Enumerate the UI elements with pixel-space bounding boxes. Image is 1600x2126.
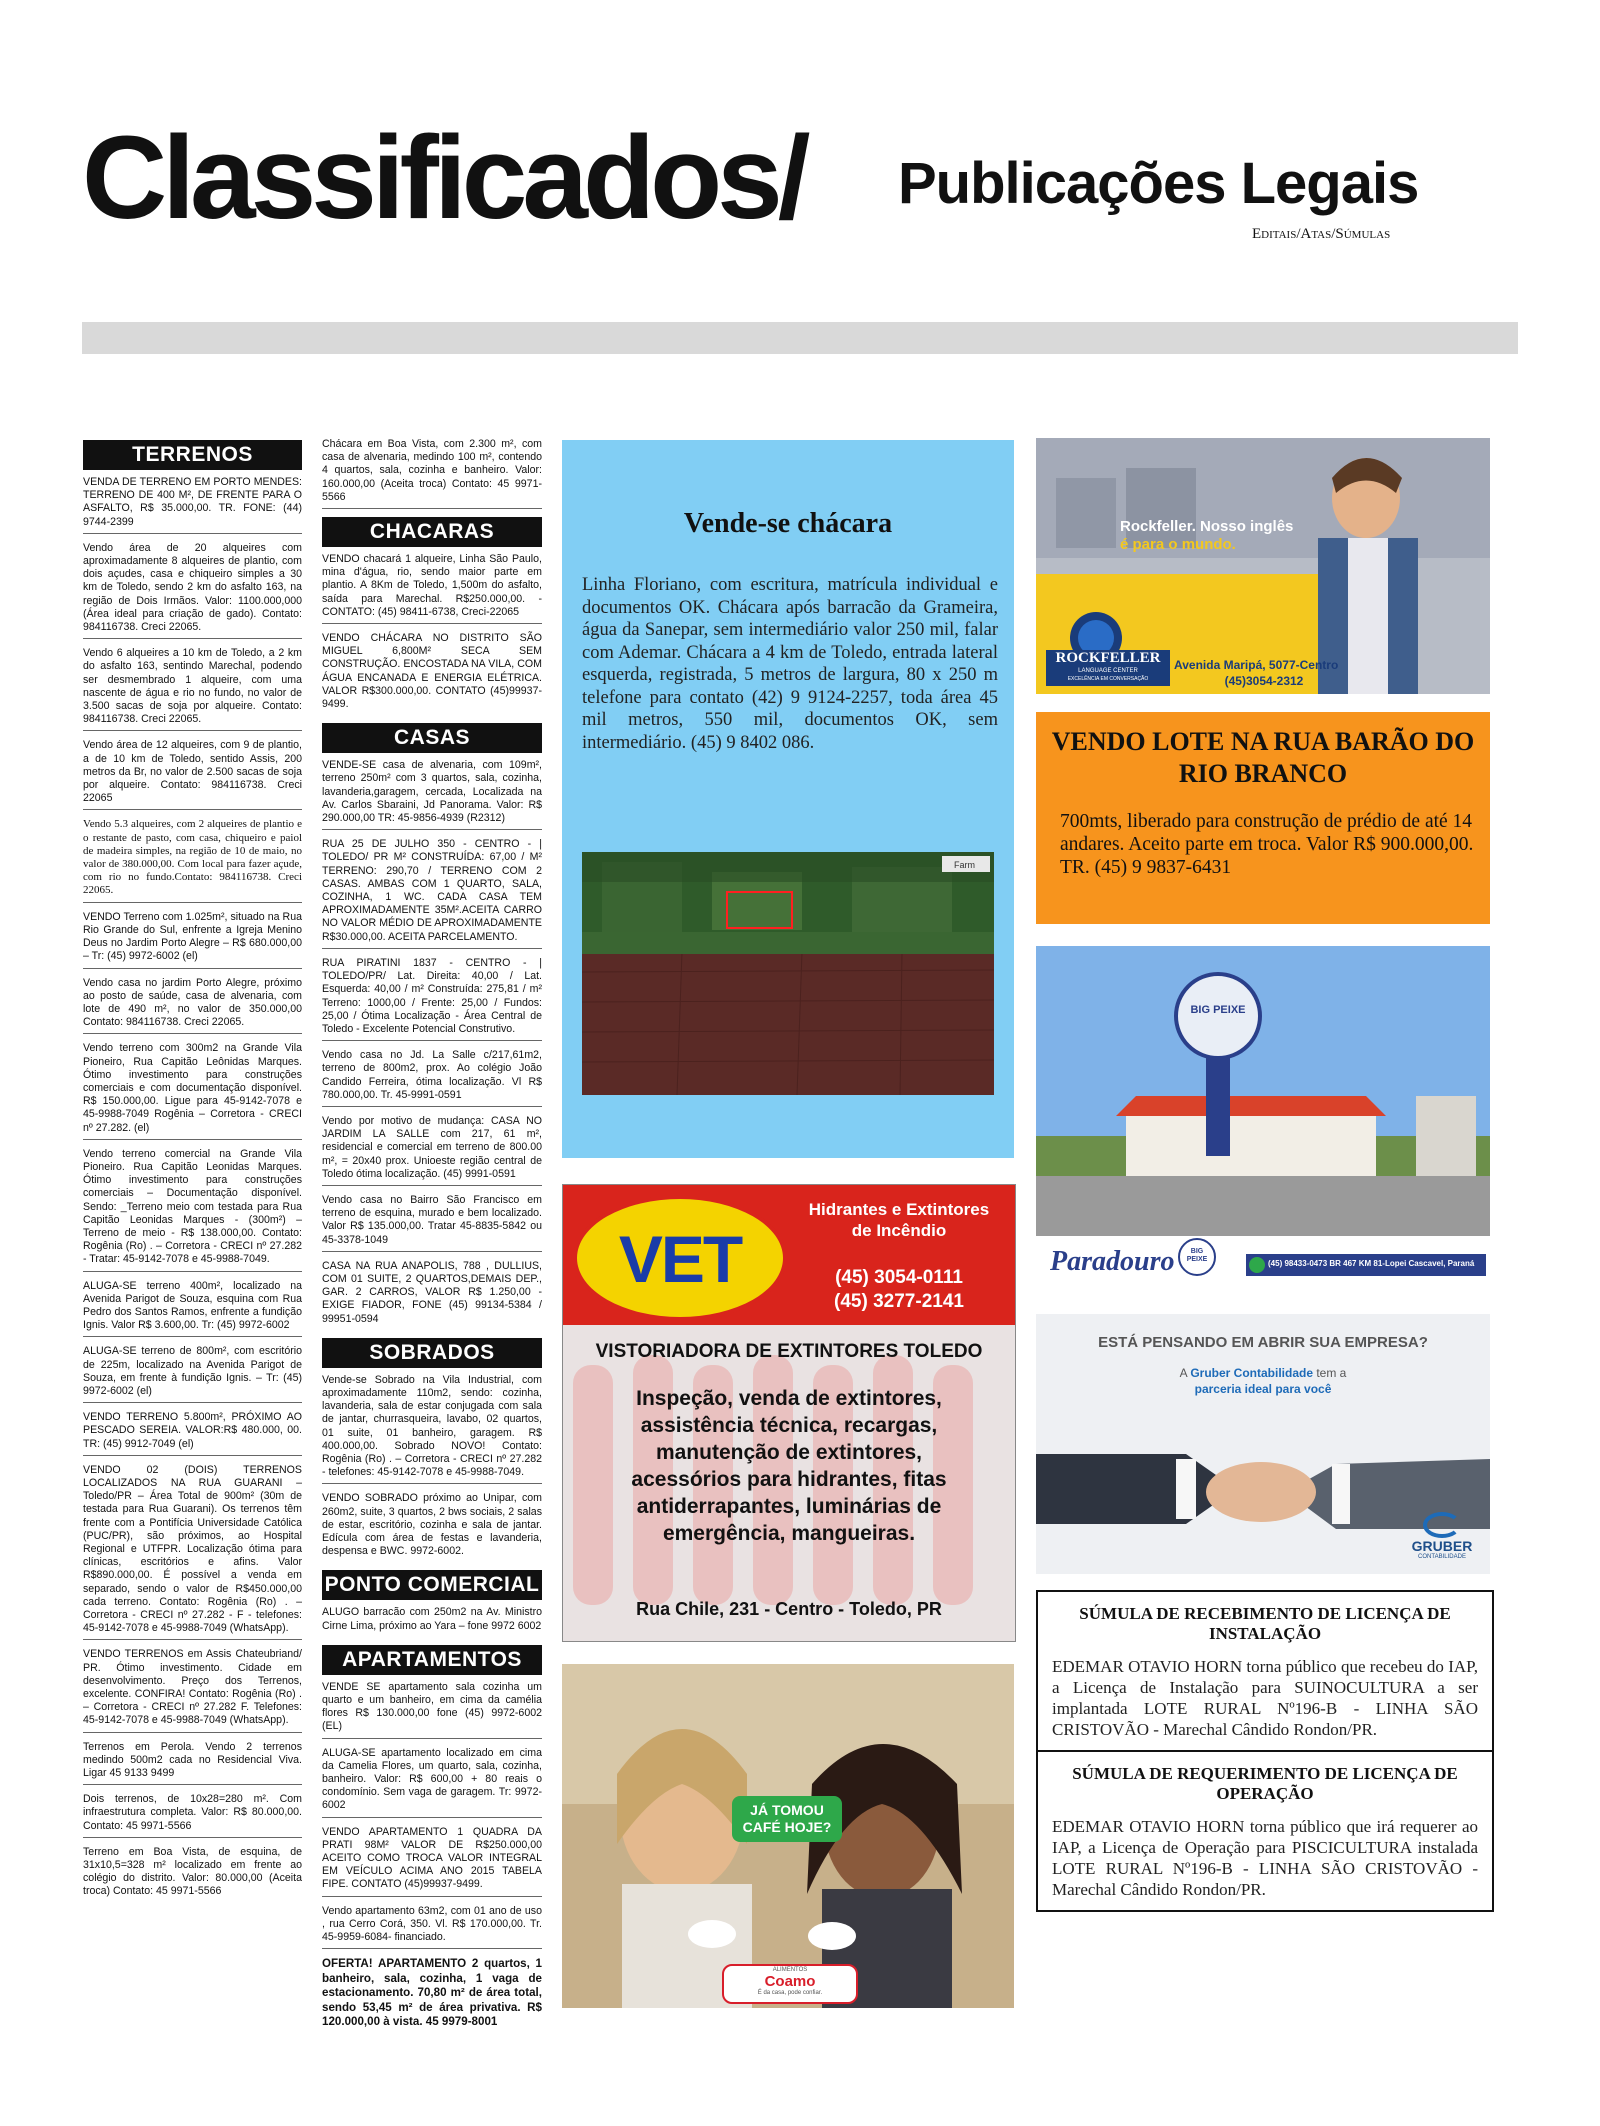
classified-ad: VENDE SE apartamento sala cozinha um quarto e um banheiro, em cima da camélia flores R$ 130.000,00 fone (45) 9972-6002 (EL) (322, 1681, 542, 1739)
section-header-chacaras: CHACARAS (322, 517, 542, 547)
vet-title: VISTORIADORA DE EXTINTORES TOLEDO (595, 1341, 983, 1362)
gruber-tagline (1036, 1366, 1490, 1380)
gruber-tagline-brand: Gruber Contabilidade (1190, 1366, 1313, 1380)
paradouro-brand: Paradouro (1050, 1246, 1175, 1277)
classified-ad: Vendo por motivo de mudança: CASA NO JARDIM LA SALLE com 217, 61 m², residencial e comercial em terreno de 800.00 m², = 20x40 prox. Unioeste região central de Toledo ótima localização. (45) 9991-0591 (322, 1115, 542, 1186)
header-divider-bar (82, 322, 1518, 354)
ads-list-sobrados (322, 1374, 542, 1563)
classified-ad: ALUGA-SE terreno de 800m², com escritório de 225m, localizado na Avenida Parigot de Souza, em frente à fundição Ignis. – Tr: (45) 9972-6002 (el) (83, 1345, 302, 1403)
lote-ad (1036, 712, 1490, 924)
vet-phone-1: (45) 3054-0111 (835, 1267, 963, 1288)
column-imoveis (322, 438, 542, 2042)
ads-list-chacaras (322, 553, 542, 715)
vet-address: Rua Chile, 231 - Centro - Toledo, PR (636, 1599, 942, 1619)
chacara-ad (562, 440, 1014, 1158)
rockfeller-address: Avenida Maripá, 5077-Centro (1174, 658, 1339, 672)
paradouro-info-bar (1246, 1254, 1486, 1276)
chacara-ad-text: Linha Floriano, com escritura, matrícula individual e documentos OK. Chácara após barracão da Grameira, água da Sanepar, sem intermediário valor 250 mil, falar com Ademar. Chácara a 4 km de Toledo, entrada lateral esquerda, registrada, 5 metros de largura, 80 x 250 m telefone para contato (42) 9 9124-2257, toda área 45 mil metros, 550 mil, documentos OK, sem intermediário. (45) 9 8402 086. (582, 575, 998, 753)
classified-ad: VENDO Terreno com 1.025m², situado na Rua Rio Grande do Sul, enfrente a Igreja Menino Deus no Jardim Porto Alegre – R$ 680.000,00 – Tr: (45) 9972-6002 (el) (83, 911, 302, 969)
rockfeller-brand-box (1046, 650, 1170, 686)
vet-services-text: Inspeção, venda de extintores, assistência técnica, recargas, manutenção de extintores, acessórios para hidrantes, fitas antiderrapantes, luminárias de emergência, mangueiras. (631, 1387, 947, 1545)
classified-ad: Chácara em Boa Vista, com 2.300 m², com casa de alvenaria, medindo 100 m², contendo 4 quartos, sala, cozinha e banheiro. Valor: 160.000,00 (Aceita troca) Contato: 45 9971-5566 (322, 438, 542, 509)
rockfeller-brand-sub: LANGUAGE CENTER (1078, 668, 1138, 674)
masthead-title: Classificados/ (82, 112, 806, 244)
whatsapp-icon (1249, 1257, 1265, 1273)
vet-ad-body (563, 1325, 1015, 1641)
rockfeller-brand-tag: EXCELÊNCIA EM CONVERSAÇÃO (1067, 676, 1149, 682)
classified-ad: ALUGA-SE apartamento localizado em cima da Camelia Flores, um quarto, sala, cozinha, banheiro. Valor: R$ 600,00 + 80 reais o condomínio. Sem vaga de garagem. Tr: 9972-6002 (322, 1747, 542, 1818)
coamo-coffee-ad (562, 1664, 1014, 2008)
classified-ad: Terrenos em Perola. Vendo 2 terrenos medindo 500m2 cada no Residencial Viva. Ligar 45 9133 9499 (83, 1741, 302, 1786)
rockfeller-slogan-line-2: é para o mundo. (1120, 536, 1236, 553)
gruber-contabilidade-ad (1036, 1314, 1490, 1574)
sumula-text: EDEMAR OTAVIO HORN torna público que recebeu do IAP, a Licença de Instalação para SUINOCULTURA a ser implantada LOTE RURAL Nº196-B - LINHA SÃO CRISTOVÃO - Marechal Cândido Rondon/PR. (1052, 1657, 1478, 1739)
rockfeller-brand: ROCKFELLER (1055, 650, 1161, 666)
classified-ad: Vendo casa no jardim Porto Alegre, próximo ao posto de saúde, casa de alvenaria, com lote de 490 m², no valor de 350.000,00 Contato: 984116738. Creci 22065. (83, 977, 302, 1035)
classified-ad: VENDO TERRENO 5.800m², PRÓXIMO AO PESCADO SEREIA. VALOR:R$ 480.000, 00. TR: (45) 9912-7049 (el) (83, 1411, 302, 1456)
ads-list-terrenos (83, 476, 302, 1903)
coamo-slogan: É da casa, pode confiar. (757, 1990, 823, 1996)
coamo-logo-small: ALIMENTOS (772, 1967, 808, 1973)
column-terrenos (83, 440, 302, 1911)
classified-ad: ALUGO barracão com 250m2 na Av. Ministro Cirne Lima, próximo ao Yara – fone 9972 6002 (322, 1606, 542, 1632)
coamo-logo (722, 1964, 858, 2004)
coamo-logo-text: Coamo (764, 1973, 816, 1990)
paradouro-badge-text: BIG PEIXE (1186, 1248, 1208, 1263)
aerial-map-graphic (582, 852, 994, 1095)
speech-bubble (732, 1796, 842, 1842)
gruber-tagline-2: parceria ideal para você (1194, 1382, 1332, 1396)
paradouro-info: (45) 98433-0473 BR 467 KM 81-Lopei Cascavel, Paraná (1268, 1259, 1475, 1268)
gruber-logo-mark (1423, 1512, 1461, 1538)
gruber-logo-sub: CONTABILIDADE (1418, 1554, 1466, 1560)
classified-ad: RUA 25 DE JULHO 350 - CENTRO - | TOLEDO/ PR M² CONSTRUÍDA: 67,00 / M² TERRENO: 290,70 / TERRENO COM 2 CASAS. AMBAS COM 1 QUARTO, SALA, COZINHA, 1 WC. CADA CASA TEM APROXIMADAMENTE 35M².ACEITA CARRO NO VALOR MÉDIO DE APROXIMADAMENTE R$30.000,00. ACEITA PARCELAMENTO. (322, 838, 542, 949)
vet-heading: Hidrantes e Extintores de Incêndio (808, 1200, 990, 1240)
sumula-title: SÚMULA DE REQUERIMENTO DE LICENÇA DE OPERAÇÃO (1072, 1764, 1458, 1803)
classified-ad: Vendo 5.3 alqueires, com 2 alqueires de plantio e o restante de pasto, com casa, chiqueiro e paiol de madeira simples, na região de 10 de maio, no valor de 380.000,00. Com local para fazer açude, com rio no fundo.Contato: 984116738. Creci 22065. (83, 818, 302, 902)
aerial-map-image (582, 852, 994, 1095)
classified-ad: CASA NA RUA ANAPOLIS, 788 , DULLIUS, COM 01 SUITE, 2 QUARTOS,DEMAIS DEP., GAR. 2 CARROS, VALOR R$ 1.250,00 - EXIGE FIADOR, FONE (45) 99134-5384 / 99951-0594 (322, 1259, 542, 1325)
restaurant-sign-text: BIG PEIXE (1190, 1004, 1246, 1016)
vet-extintores-ad (562, 1184, 1016, 1642)
ads-list-ponto (322, 1606, 542, 1636)
classified-ad: VENDO APARTAMENTO 1 QUADRA DA PRATI 98M² VALOR DE R$250.000,00 ACEITO COMO TROCA VALOR INTEGRAL EM VEÍCULO ACIMA ANO 2015 TABELA FIPE. CONTATO (45)99937-9499. (322, 1826, 542, 1897)
classified-ad: VENDO chacará 1 alqueire, Linha São Paulo, mina d'água, rio, sendo maior parte em plantio. A 8Km de Toledo, 1,500m do asfalto, saída para Marechal. R$250.000,00. - CONTATO: (45) 98411-6738, Creci-22065 (322, 553, 542, 624)
section-header-terrenos: TERRENOS (83, 440, 302, 470)
lote-ad-title: VENDO LOTE NA RUA BARÃO DO RIO BRANCO (1051, 727, 1475, 788)
classified-ad: Vendo área de 12 alqueires, com 9 de plantio, a de 10 km de Toledo, sentido Assis, 200 metros da Br, no valor de 2.500 sacas de soja por alqueire. Contato: 984116738. Creci 22065 (83, 739, 302, 810)
section-header-casas: CASAS (322, 723, 542, 753)
sumula-recebimento (1038, 1592, 1492, 1750)
classified-ad: RUA PIRATINI 1837 - CENTRO - | TOLEDO/PR/ Lat. Direita: 40,00 / Lat. Esquerda: 40,00 / m² Construída: 275,81 / m² Terreno: 1000,00 / Frente: 25,00 / Fundos: 25,00 / Ótima Localização - Área Central de Toledo - Excelente Potencial Construtivo. (322, 957, 542, 1041)
rockfeller-ad (1036, 438, 1490, 694)
sumulas-box (1036, 1590, 1494, 1912)
classified-ad: VENDO 02 (DOIS) TERRENOS LOCALIZADOS NA RUA GUARANI – Toledo/PR – Área Total de 900m² (30m de testada para Rua Guarani). Os terrenos têm frente com a Pontifícia Universidade Católica (PUC/PR), são próximos, ao Hospital Regional e UTFPR. Localização ótima para clínicas, escritórios e afins. Valor R$890.000,00. É possível a venda em separado, sendo o valor de R$450.000,00 cada terreno. Contato: Rogênia (Ro) . – Corretora - CRECI nº 27.282 - F - telefones: 45-9142-7078 e 45-9988-7049 (WhatsApp). (83, 1464, 302, 1641)
classified-ad: Vendo terreno comercial na Grande Vila Pioneiro. Rua Capitão Leonidas Marques. Ótimo investimento para construções comerciais – Documentação disponível. Sendo: _Terreno meio com testada para Rua Capitão Leonidas Marques - (300m²) – Terreno de meio - R$ 138.000,00. Contato: Rogênia (Ro) . – Corretora - CRECI nº 27.282 - Tratar: 45-9142-7078 e 45-9988-7049. (83, 1148, 302, 1272)
masthead-section-label: Editais/Atas/Súmulas (1252, 226, 1391, 242)
vet-logo (573, 1195, 787, 1321)
gruber-tagline-post: tem a (1313, 1366, 1347, 1380)
sumula-text: EDEMAR OTAVIO HORN torna público que irá requerer ao IAP, a Licença de Operação para PISCICULTURA instalada LOTE RURAL Nº196-B - LINHA SÃO CRISTOVÃO - Marechal Cândido Rondon/PR. (1052, 1817, 1478, 1899)
gruber-question: ESTÁ PENSANDO EM ABRIR SUA EMPRESA? (1098, 1334, 1428, 1351)
classified-ad: Vendo 6 alqueires a 10 km de Toledo, a 2 km do asfalto 163, sentindo Marechal, podendo ser desmembrado 1 alqueire, com uma nascente de água e rio no fundo, no valor de 3.500 sacas de soja por alqueire. Contato: 984116738. Creci 22065. (83, 647, 302, 731)
ads-list-casas (322, 759, 542, 1330)
classified-ad: VENDA DE TERRENO EM PORTO MENDES: TERRENO DE 400 M², DE FRENTE PARA O ASFALTO, R$ 35.000,00. TR. FONE: (44) 9744-2399 (83, 476, 302, 534)
paradouro-badge (1178, 1238, 1216, 1276)
classified-ad: VENDO CHÁCARA NO DISTRITO SÃO MIGUEL 6,800M² SECA SEM CONSTRUÇÃO. ENCOSTADA NA VILA, COM ÁGUA ENCANADA E ENERGIA ELÉTRICA. VALOR R$300.000,00. CONTATO (45)99937-9499. (322, 632, 542, 711)
gruber-tagline-pre: A (1179, 1366, 1191, 1380)
classified-ad: Terreno em Boa Vista, de esquina, de 31x10,5=328 m² localizado em frente ao colégio do distrito. Valor: 80.000,00 (Aceita troca) Contato: 45 9971-5566 (83, 1845, 302, 1898)
classified-ad: VENDE-SE casa de alvenaria, com 109m², terreno 250m² com 3 quartos, sala, cozinha, lavanderia,garagem, cercada, Localizada na Av. Carlos Sbaraini, Jd Panorama. Valor: R$ 290.000,00 TR: 45-9856-4939 (R2312) (322, 759, 542, 830)
classified-ad: Vendo casa no Bairro São Francisco em terreno de esquina, murado e bem localizado. Valor R$ 135.000,00. Tratar 45-8835-5842 ou 45-3378-1049 (322, 1194, 542, 1252)
vet-phone-2: (45) 3277-2141 (834, 1291, 964, 1312)
section-header-ponto-comercial: PONTO COMERCIAL (322, 1570, 542, 1600)
classified-ad: Vendo terreno com 300m2 na Grande Vila Pioneiro, Rua Capitão Leônidas Marques. Ótimo investimento para construções comerciais e com documentação disponível. R$ 150.000,00. Ligue para 45-9142-7078 e 45-9988-7049 Rogênia – Corretora - CRECI nº 27.282. (el) (83, 1042, 302, 1139)
classified-ad: Vendo área de 20 alqueires com aproximadamente 8 alqueires de plantio, com dois açudes, casa e chiqueiro simples a 30 km de Toledo, sendo 2 km do asfalto 163, na região de Dois Irmãos. Valor: 1100.000,000 (Área ideal para criação de gado). Contato: 984116738. Creci 22065. (83, 542, 302, 639)
vet-logo-text: VET (618, 1222, 742, 1296)
classified-ad: VENDO TERRENOS em Assis Chateubriand/ PR. Ótimo investimento. Cidade em desenvolvimento. Preço dos Terrenos, excelente. CONFIRA! Contato: Rogênia (Ro) . – Corretora - CRECI nº 27.282 F. Telefones: 45-9142-7078 e 45-9988-7049 (WhatsApp). (83, 1648, 302, 1732)
classified-ad: Vendo casa no Jd. La Salle c/217,61m2, terreno de 800m2, prox. Ao colégio João Candido Ferreira, ótima localização. Vl R$ 780.000,00. Tr. 45-9991-0591 (322, 1049, 542, 1107)
paradouro-ad (1036, 946, 1490, 1294)
lote-ad-text: 700mts, liberado para construção de prédio de até 14 andares. Aceito parte em troca. Valor R$ 900.000,00. TR. (45) 9 9837-6431 (1060, 811, 1474, 878)
classified-ad: OFERTA! APARTAMENTO 2 quartos, 1 banheiro, sala, cozinha, 1 vaga de estacionamento. 70,80 m² de área total, sendo 53,45 m² de área privativa. R$ 120.000,00 à vista. 45 9979-8001 (322, 1957, 542, 2029)
ads-list-apartamentos (322, 1681, 542, 2034)
section-header-sobrados: SOBRADOS (322, 1338, 542, 1368)
masthead (82, 112, 1522, 248)
gruber-logo (1402, 1512, 1482, 1560)
classified-ad: Vendo apartamento 63m2, com 01 ano de uso , rua Cerro Corá, 350. Vl. R$ 170.000,00. Tr. 45-9959-6084- financiado. (322, 1905, 542, 1950)
rockfeller-slogan-line-1: Rockfeller. Nosso inglês (1120, 518, 1294, 535)
masthead-subtitle: Publicações Legais (898, 151, 1419, 216)
speech-bubble-text: JÁ TOMOU CAFÉ HOJE? (742, 1802, 832, 1835)
section-header-apartamentos: APARTAMENTOS (322, 1645, 542, 1675)
sumula-requerimento (1038, 1752, 1492, 1910)
sumula-title: SÚMULA DE RECEBIMENTO DE LICENÇA DE INSTALAÇÃO (1079, 1604, 1451, 1643)
classified-ad: Dois terrenos, de 10x28=280 m². Com infraestrutura completa. Valor: R$ 80.000,00. Contato: 45 9971-5566 (83, 1793, 302, 1838)
rockfeller-phone: (45)3054-2312 (1224, 674, 1304, 688)
vet-ad-header (563, 1185, 1015, 1325)
map-label: Farm (954, 860, 975, 870)
gruber-logo-text: GRUBER (1411, 1538, 1473, 1554)
classified-ad: ALUGA-SE terreno 400m², localizado na Avenida Parigot de Souza, esquina com Rua Pedro dos Santos Ramos, enfrente a fundição Ignis. Valor R$ 3.600,00. Tr: (45) 9972-6002 (83, 1280, 302, 1338)
classified-ad: VENDO SOBRADO próximo ao Unipar, com 260m2, suite, 3 quartos, 2 bws sociais, 2 salas de estar, escritório, cozinha e sala de jantar. Edícula com área de festas e lavanderia, despensa e BWC. 9972-6002. (322, 1492, 542, 1558)
restaurant-photo (1036, 946, 1490, 1294)
chacara-ad-title: Vende-se chácara (683, 508, 893, 539)
classified-ad: Vende-se Sobrado na Vila Industrial, com aproximadamente 110m2, sendo: cozinha, lavanderia, sala de estar conjugada com sala de jantar, churrasqueira, lavabo, 02 quartos, 01 suite, 01 banheiro, garagem. R$ 400.000,00. Sobrado NOVO! Contato: Rogênia (Ro) . – Corretora - CRECI nº 27.282 - telefones: 45-9142-7078 e 45-9988-7049. (322, 1374, 542, 1485)
